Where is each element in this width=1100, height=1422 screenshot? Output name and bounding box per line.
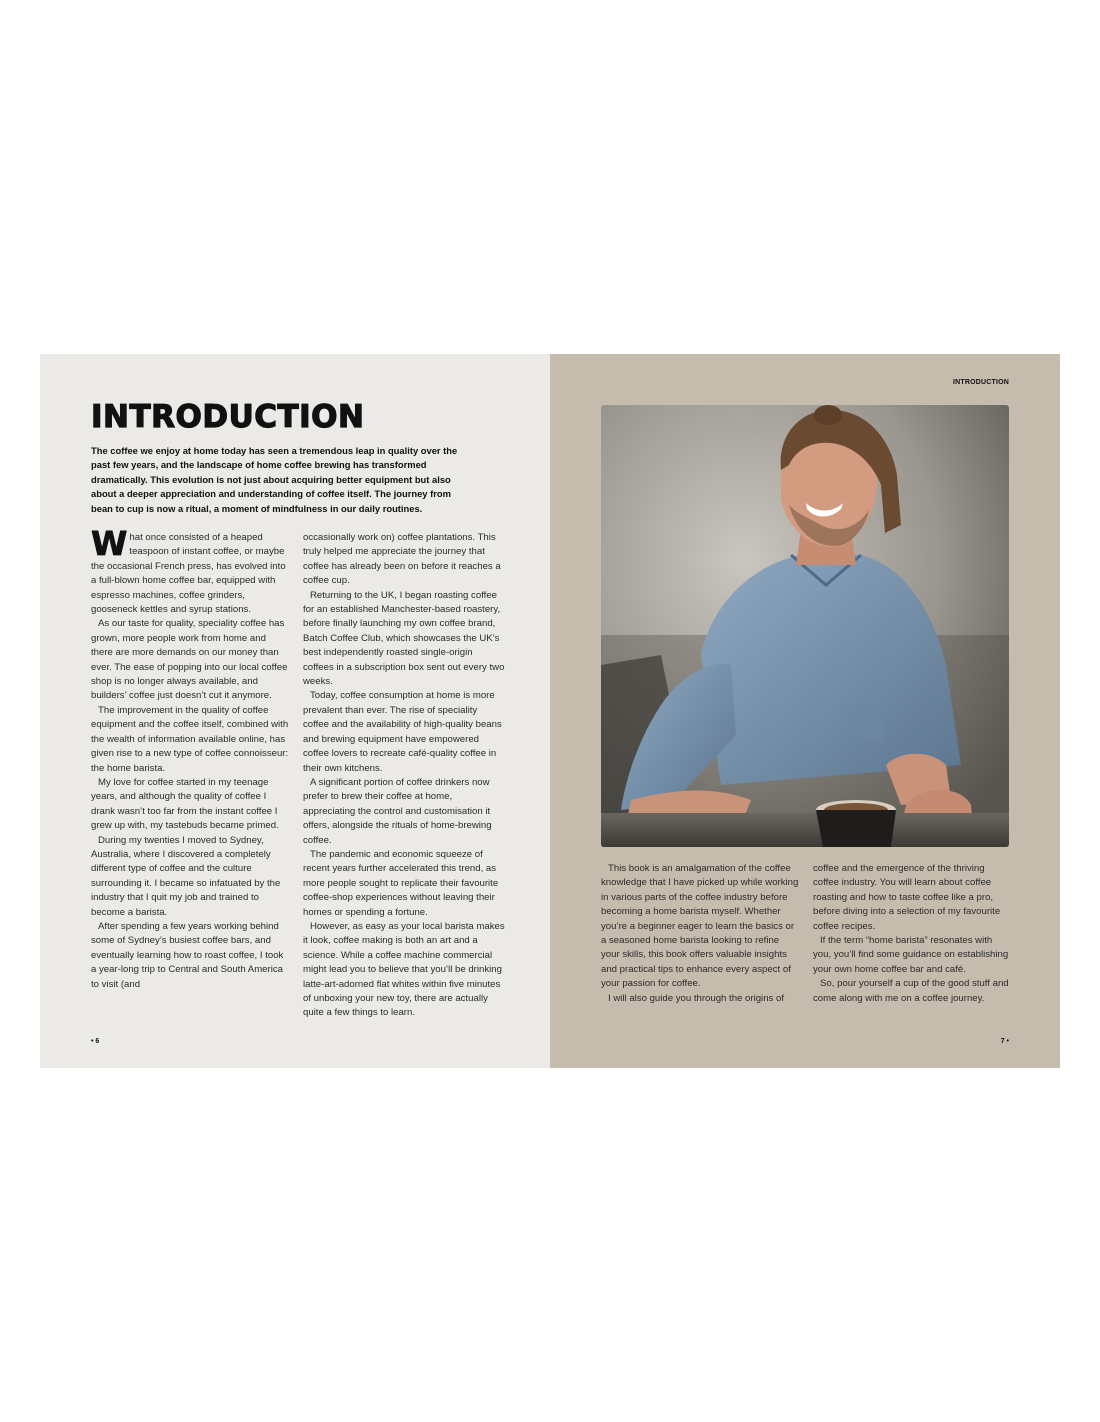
paragraph: My love for coffee started in my teenage years, and although the quality of coffee I drank wasn’t too far from the instant coffee I grew up with, my tastebuds became primed. (91, 776, 279, 832)
paragraph: If the term “home barista” resonates with you, you’ll find some guidance on establishing your own home coffee bar and café. (813, 935, 1009, 975)
paragraph: Returning to the UK, I began roasting coffee for an established Manchester-based roastery, before finally launching my own coffee brand, Batch Coffee Club, which showcases the UK’s best independently roasted single-origin coffees in a subscription box sent out every two weeks. (303, 589, 505, 688)
drop-cap: W (91, 524, 128, 563)
paragraph: During my twenties I moved to Sydney, Australia, where I discovered a completely different type of coffee and the culture surrounding it. I became so infatuated by the industry that I quit my job and trained to become a barista. (91, 834, 281, 918)
page-title: INTRODUCTION (91, 399, 365, 435)
right-page (550, 354, 1060, 1068)
paragraph: This book is an amalgamation of the coffee knowledge that I have picked up while working in various parts of the coffee industry before becoming a home barista myself. Whether you’re a beginner eager to learn the basics or a seasoned home barista looking to refine your skills, this book offers valuable insights and practical tips to enhance every aspect of your passion for coffee. (601, 863, 799, 990)
left-column-1 (91, 524, 289, 992)
running-head: INTRODUCTION (952, 379, 1009, 386)
book-spread (40, 354, 1060, 1068)
page-number: • 6 (91, 1038, 100, 1045)
paragraph: As our taste for quality, speciality coffee has grown, more people work from home and there are more demands on our money than ever. The ease of popping into our local coffee shop is no longer always available, and builders’ coffee just doesn’t cut it anymore. (91, 618, 288, 702)
right-column-1 (601, 862, 799, 1006)
left-page (40, 354, 550, 1068)
paragraph (91, 524, 289, 617)
paragraph: occasionally work on) coffee plantations. This truly helped me appreciate the journey that coffee has already been on before it reaches a coffee cup. (303, 532, 501, 587)
lead-paragraph: The coffee we enjoy at home today has seen a tremendous leap in quality over the past few years, and the landscape of home coffee brewing has transformed dramatically. This evolution is not just about acquiring better equipment but also about a deeper appreciation and understanding of coffee itself. The journey from bean to cup is now a ritual, a moment of mindfulness in our daily routines. (91, 445, 458, 514)
page-number: 7 • (1000, 1038, 1009, 1045)
paragraph: However, as easy as your local barista makes it look, coffee making is both an art and a science. While a coffee machine commercial might lead you to believe that you’ll be drinking latte-art-adorned flat whites within five minutes of unboxing your new toy, there are actually quite a few things to learn. (303, 920, 505, 1019)
paragraph: coffee and the emergence of the thriving coffee industry. You will learn about coffee roasting and how to taste coffee like a pro, before diving into a selection of my favourite coffee recipes. (813, 863, 1001, 932)
paragraph: I will also guide you through the origins of (608, 992, 784, 1004)
right-column-2 (813, 862, 1013, 1006)
author-photo (601, 405, 1009, 847)
paragraph-text: hat once consisted of a heaped teaspoon of instant coffee, or maybe the occasional French press, has evolved into a full-blown home coffee bar, equipped with espresso machines, coffee grinders, gooseneck kettles and syrup stations. (91, 532, 286, 616)
paragraph: The improvement in the quality of coffee equipment and the coffee itself, combined with the wealth of information available online, has given rise to a new type of coffee connoisseur: the home barista. (91, 704, 289, 774)
paragraph: After spending a few years working behind some of Sydney’s busiest coffee bars, and eventually learning how to roast coffee, I took a year-long trip to Central and South America to visit (and (91, 920, 284, 990)
paragraph: So, pour yourself a cup of the good stuff and come along with me on a coffee journey. (813, 978, 1009, 1004)
paragraph: A significant portion of coffee drinkers now prefer to brew their coffee at home, appreciating the control and customisation it offers, alongside the rituals of home-brewing coffee. (303, 776, 492, 846)
left-column-2 (303, 531, 505, 1021)
paragraph: Today, coffee consumption at home is more prevalent than ever. The rise of speciality coffee and the availability of high-quality beans and brewing equipment have empowered coffee lovers to recreate café-quality coffee in their own kitchens. (303, 690, 502, 774)
paragraph: The pandemic and economic squeeze of recent years further accelerated this trend, as more people sought to replicate their favourite coffee-shop experiences without leaving their homes or spending a fortune. (303, 848, 499, 918)
